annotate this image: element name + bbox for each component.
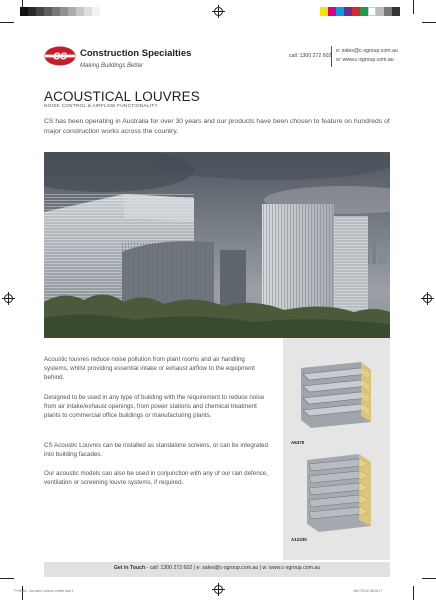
header-phone: call: 1300 272 602 [289,53,332,59]
crop-mark [0,22,14,23]
registration-mark-top [214,7,223,16]
header-web: w: www.c-sgroup.com.au [336,57,394,63]
brand-tagline: Making Buildings Better [80,63,144,69]
louvre-a12330-image [301,450,379,534]
product-sidebar [283,338,390,560]
header-contact [336,47,398,65]
hero-building-photo [44,152,390,338]
registration-mark-left [4,294,13,303]
louvre-a6370-image [297,360,377,430]
product-label-a6370: A6370 [291,440,305,445]
body-paragraph: Designed to be used in any type of building with the requirement to reduce noise from air intake/exhaust openings, from power stations and chemical treatment plants to commercial office buildings or manufacturing plants. [44,394,265,420]
page-subtitle: NOISE CONTROL & AIRFLOW FUNCTIONALITY [44,104,158,109]
body-paragraph: Acoustic louvres reduce noise pollution from plant rooms and air handling systems, whilst providing essential intake or exhaust airflow to the equipment behind. [44,356,255,382]
crop-mark [422,578,436,579]
page-title: ACOUSTICAL LOUVRES [44,89,200,104]
print-slug-date: 08/07/2016 08:28:17 [353,589,383,593]
registration-mark-bottom [214,585,223,594]
footer-label: Get in Touch [113,565,146,571]
header-divider [331,46,332,67]
crop-mark [0,578,14,579]
body-paragraph: CS Acoustic Louvres can be installed as standalone screens, or can be integrated into building facades. [44,442,268,459]
footer-details: - call: 1300 272 602 | e: sales@c-sgroup.com.au | w: www.c-sgroup.com.au [145,565,321,571]
crop-mark [413,0,414,14]
grayscale-calibration-bar [20,7,100,16]
registration-mark-right [423,294,432,303]
footer-contact [44,565,390,571]
header-email: e: sales@c-sgroup.com.au [336,48,398,54]
cs-logo [44,46,76,66]
crop-mark [413,586,414,600]
intro-paragraph: CS has been operating in Australia for over 30 years and our products have been chosen to feature on hundreds of major construction works across the country. [44,118,390,135]
print-slug-file: FY06 AU - Acoustic Louvres Leaflet.indd 1 [14,589,74,593]
footer-bar [44,562,390,577]
body-paragraph: Our acoustic models can also be used in conjunction with any of our rain defence, ventilation or screening louvre systems, if required. [44,470,268,487]
crop-mark [422,22,436,23]
product-label-a12330: A12330 [291,537,307,542]
brand-name: Construction Specialties [80,48,192,59]
color-calibration-bar [320,7,400,16]
logo-mark-text: CS [53,51,67,63]
crop-mark [22,0,23,14]
